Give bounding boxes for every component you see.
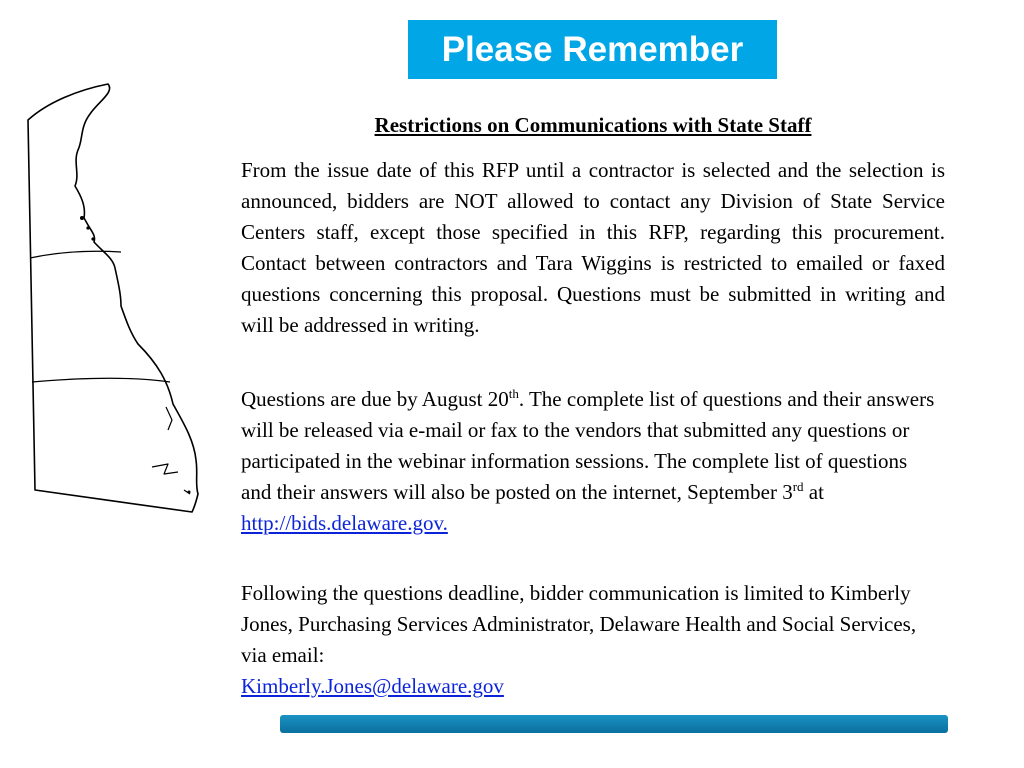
questions-text-b: . The complete list of questions and their answers will be released via e-mail or fax to the vendors that submitted any questions or participated in the webinar information sessions. The complete list of questions and their answers will also be posted on the internet, September 3 (241, 387, 935, 504)
delaware-state-map-icon (18, 82, 208, 518)
section-heading: Restrictions on Communications with State Staff (374, 113, 812, 137)
footer-bar (280, 715, 948, 733)
communication-paragraph (241, 578, 941, 702)
questions-text-c: at (803, 480, 824, 504)
questions-deadline-paragraph (241, 384, 941, 539)
questions-text-a: Questions are due by August 20 (241, 387, 509, 411)
communication-text: Following the questions deadline, bidder communication is limited to Kimberly Jones, Purchasing Services Administrator, Delaware Health and Social Services, via email: (241, 581, 917, 667)
page-title: Please Remember (408, 20, 777, 79)
superscript-th: th (508, 386, 519, 401)
superscript-rd: rd (792, 479, 804, 494)
bids-website-link[interactable]: http://bids.delaware.gov. (241, 511, 448, 535)
email-link[interactable]: Kimberly.Jones@delaware.gov (241, 674, 504, 698)
restrictions-paragraph: From the issue date of this RFP until a contractor is selected and the selection is announced, bidders are NOT allowed to contact any Division of State Service Centers staff, except those specified in this RFP, regarding this procurement. Contact between contractors and Tara Wiggins is restricted to emailed or faxed questions concerning this proposal. Questions must be submitted in writing and will be addressed in writing. (241, 158, 945, 337)
